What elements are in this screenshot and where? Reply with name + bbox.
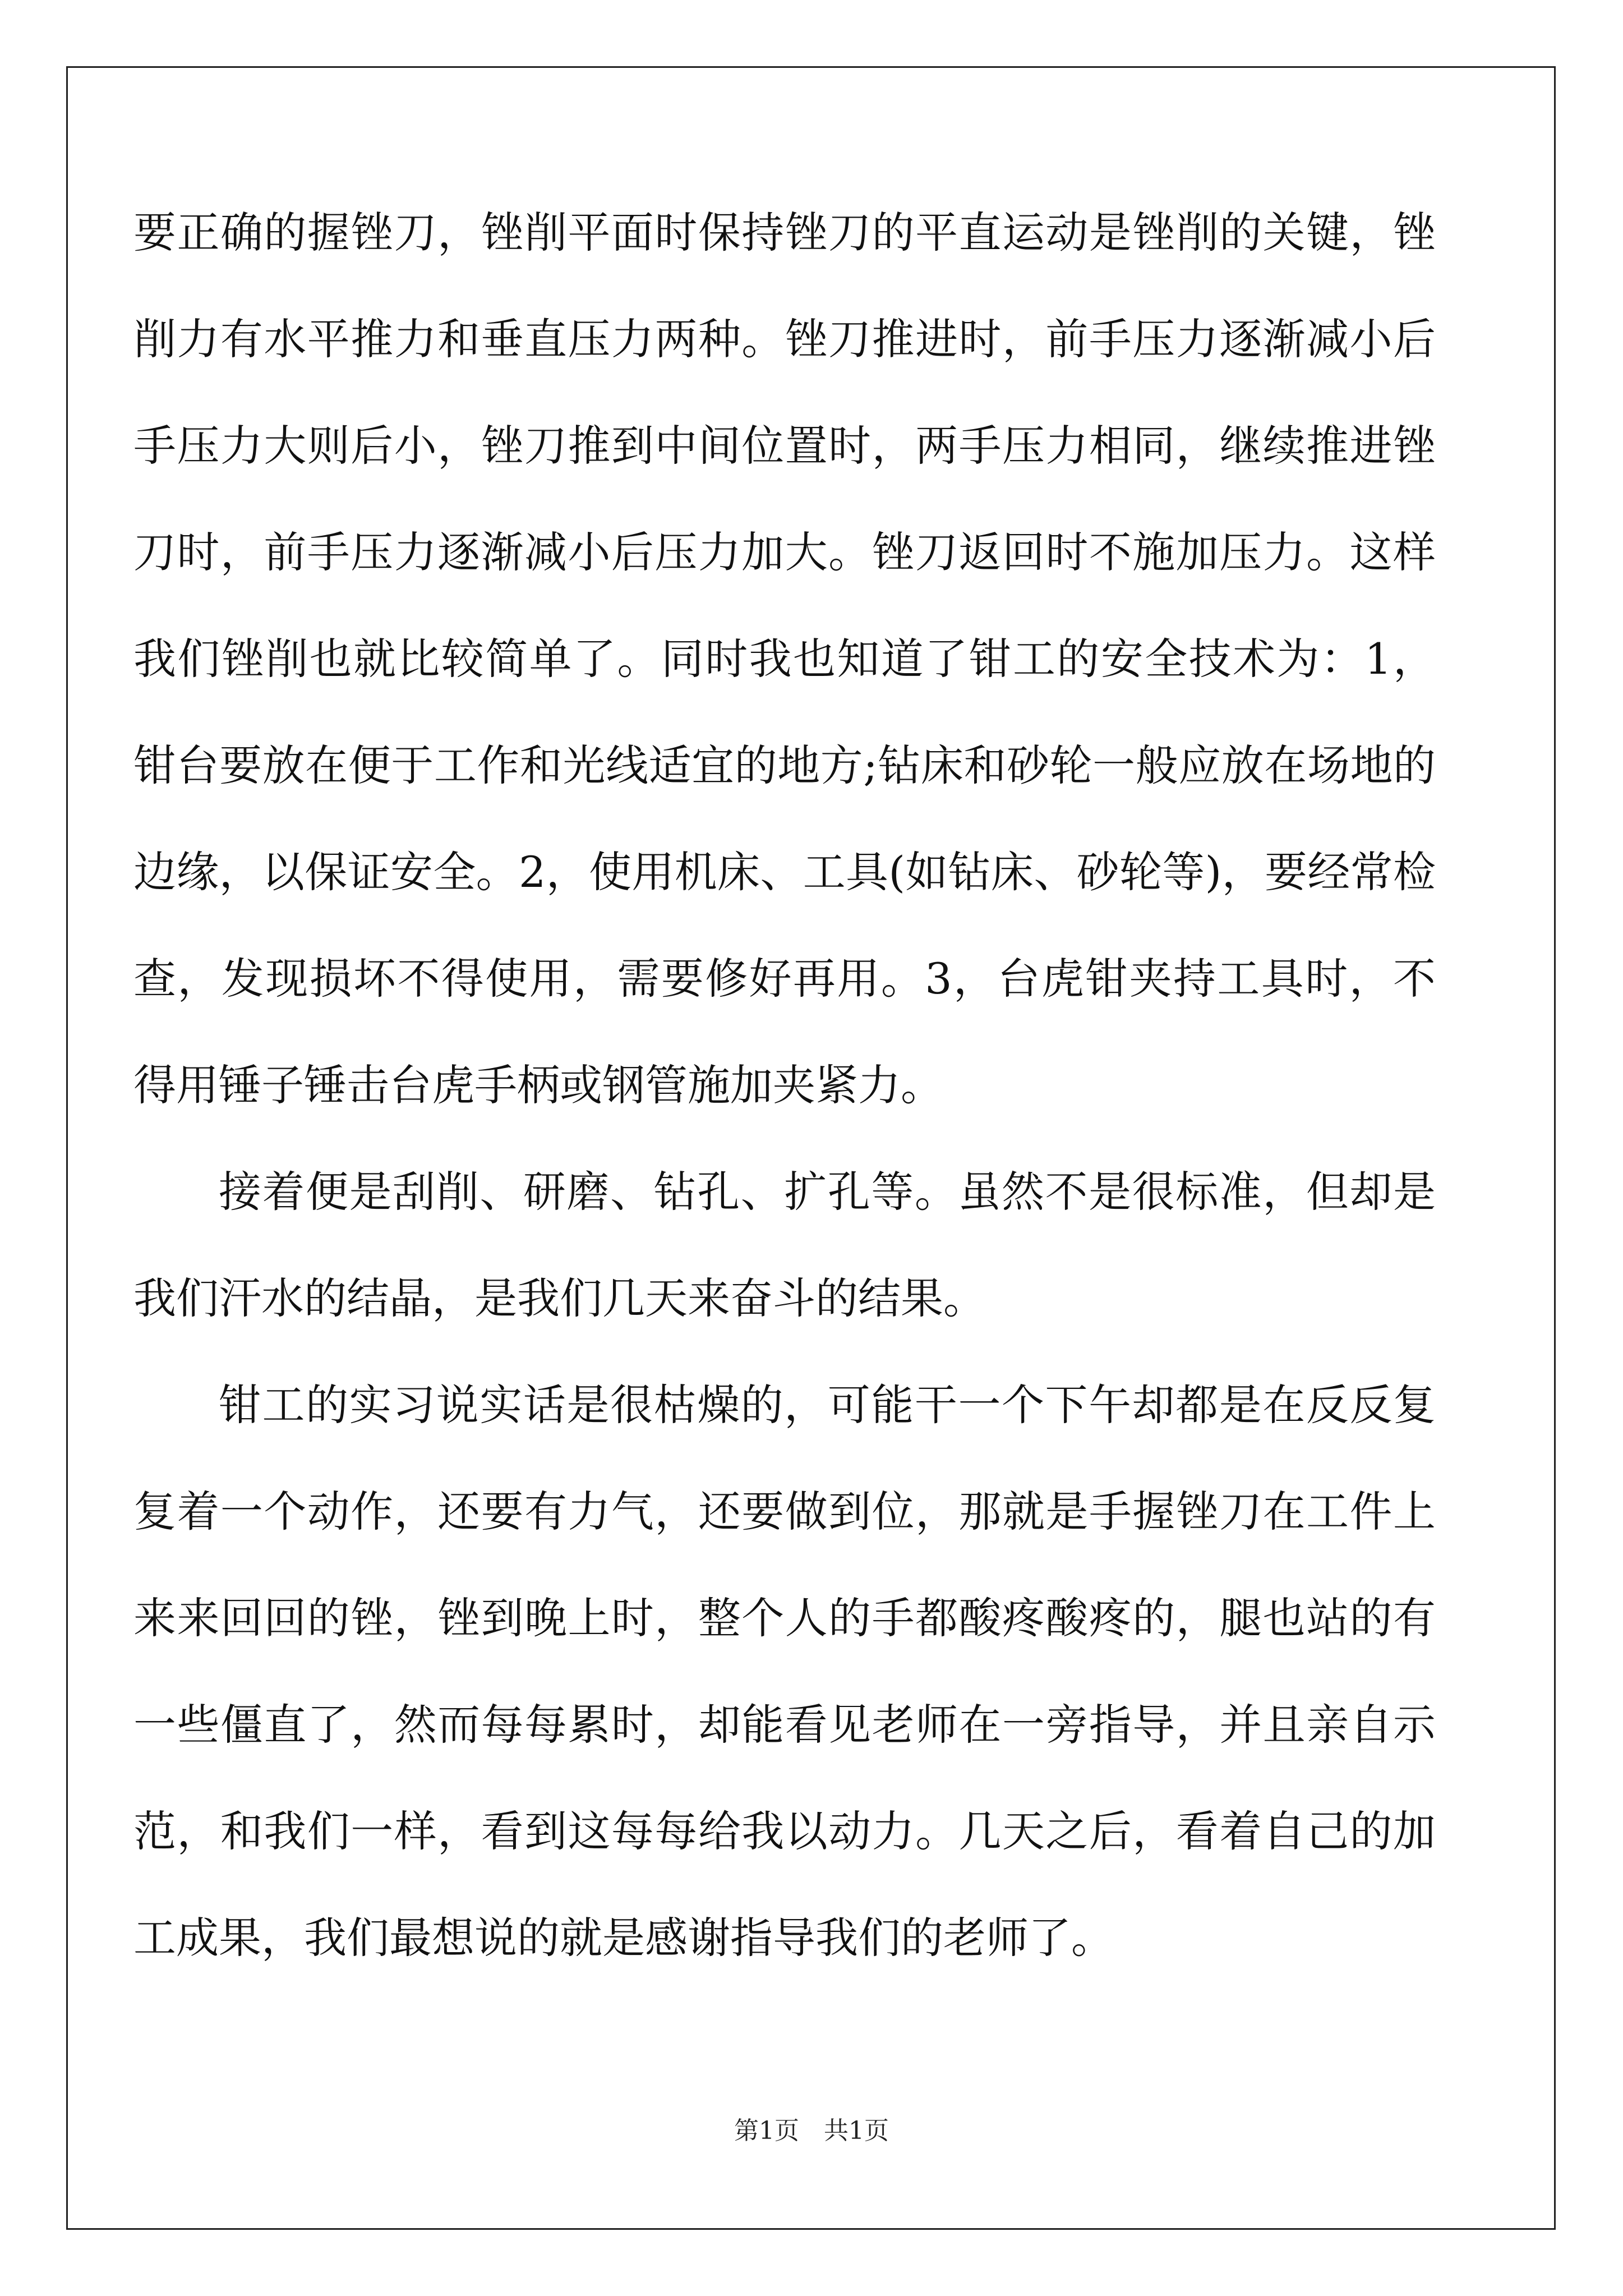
page-number-label: 第1页 共1页	[734, 2116, 889, 2145]
paragraph-1: 要正确的握锉刀，锉削平面时保持锉刀的平直运动是锉削的关键，锉削力有水平推力和垂直压力两种。锉刀推进时，前手压力逐渐减小后手压力大则后小，锉刀推到中间位置时，两手压力相同，继续推进锉刀时，前手压力逐渐减小后压力加大。锉刀返回时不施加压力。这样我们锉削也就比较简单了。同时我也知道了钳工的安全技术为：1，钳台要放在便于工作和光线适宜的地方;钻床和砂轮一般应放在场地的边缘，以保证安全。2，使用机床、工具(如钻床、砂轮等)，要经常检查，发现损坏不得使用，需要修好再用。3，台虎钳夹持工具时，不得用锤子锤击台虎手柄或钢管施加夹紧力。	[133, 208, 1436, 1110]
page-footer	[0, 2110, 1623, 2146]
paragraph-2: 接着便是刮削、研磨、钻孔、扩孔等。虽然不是很标准，但却是我们汗水的结晶，是我们几天来奋斗的结果。	[133, 1167, 1436, 1323]
document-body	[133, 180, 1436, 1991]
paragraph-3: 钳工的实习说实话是很枯燥的，可能干一个下午却都是在反反复复着一个动作，还要有力气，还要做到位，那就是手握锉刀在工件上来来回回的锉，锉到晚上时，整个人的手都酸疼酸疼的，腿也站的有一些僵直了，然而每每累时，却能看见老师在一旁指导，并且亲自示范，和我们一样，看到这每每给我以动力。几天之后，看着自己的加工成果，我们最想说的就是感谢指导我们的老师了。	[133, 1380, 1436, 1963]
